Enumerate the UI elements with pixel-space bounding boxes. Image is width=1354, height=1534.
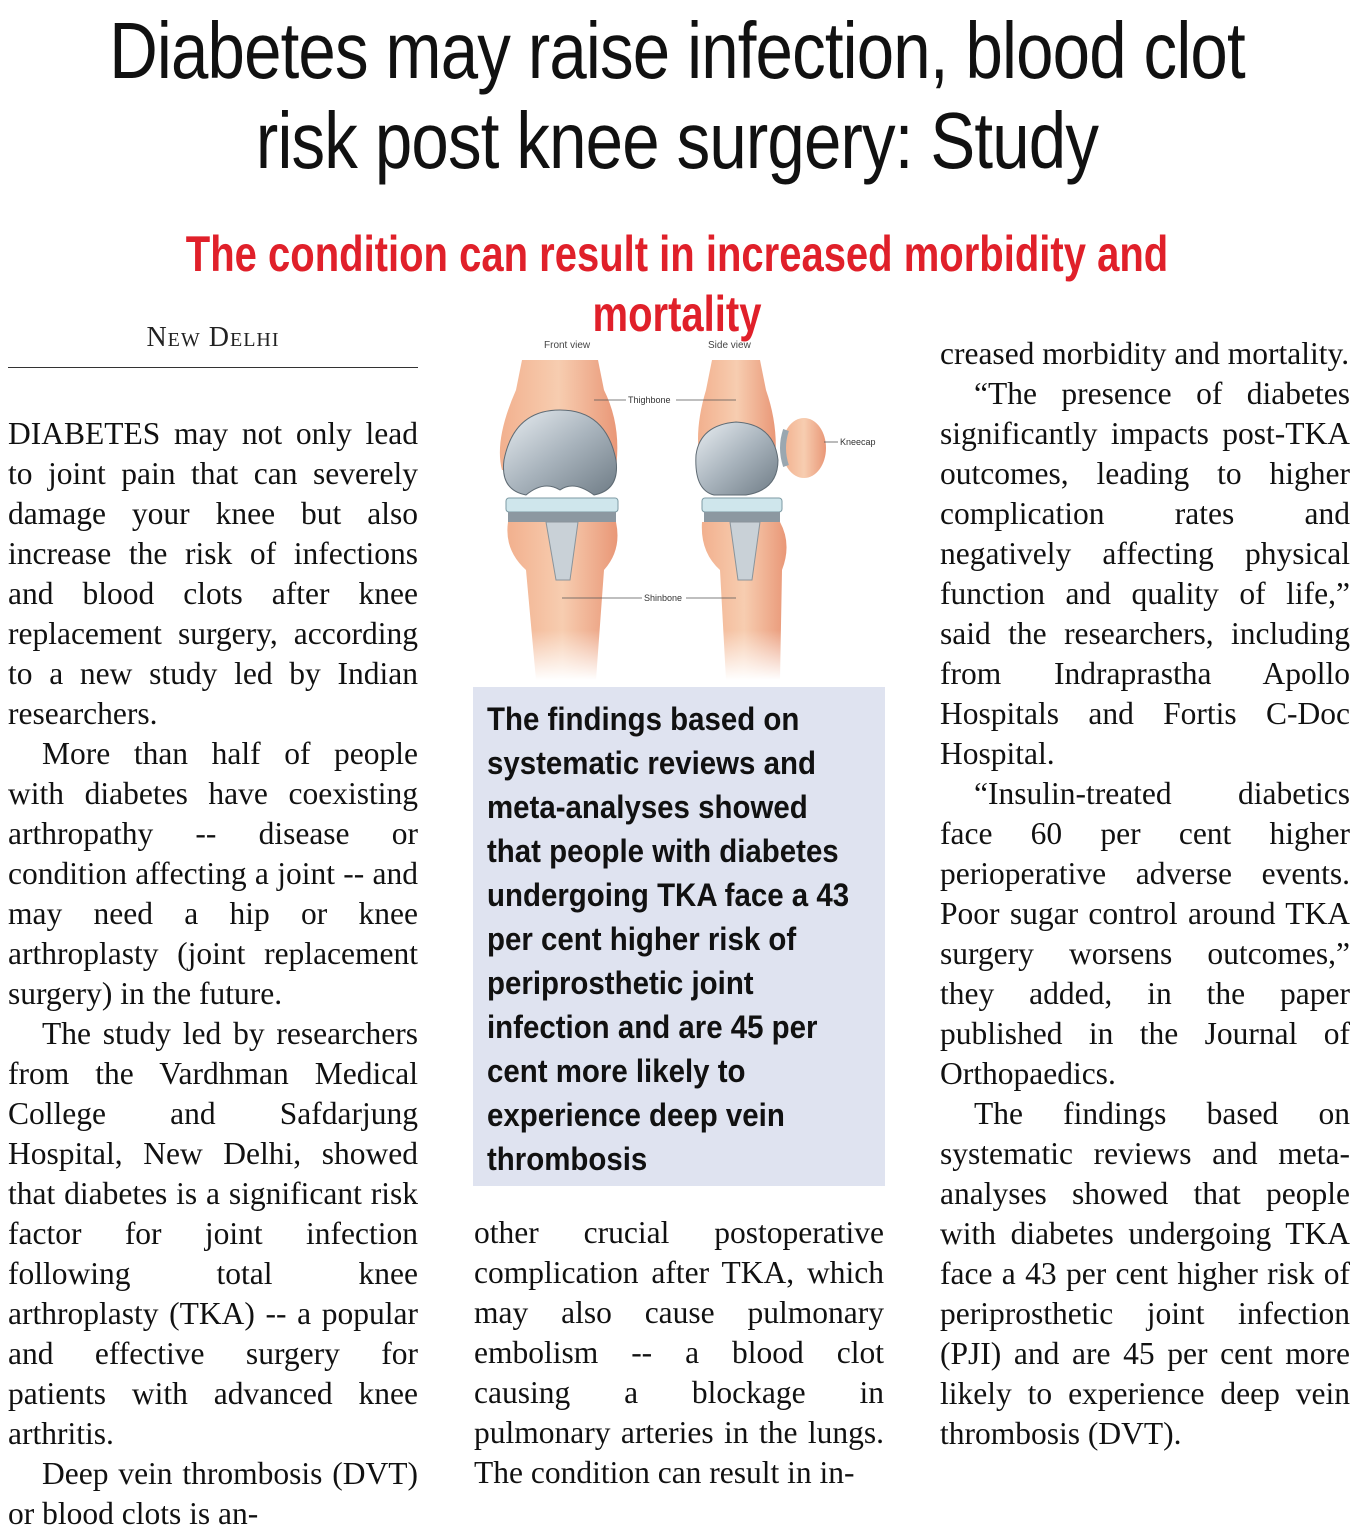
paragraph: The findings based on systematic reviews and meta-analyses showed that people with diabetes undergoing TKA face a 43 per cent higher risk of periprosthetic joint infection (PJI) and are 45 per cent more likely to experience deep vein thrombosis (DVT). [940, 1096, 1350, 1451]
shinbone-label: Shinbone [644, 593, 683, 603]
paragraph: creased morbidity and mortality. [940, 336, 1350, 371]
paragraph: More than half of people with diabetes have coexisting arthropathy -- disease or condition affecting a joint -- and may need a hip or knee arthroplasty (joint replacement surgery) in the future. [8, 736, 418, 1011]
paragraph: Deep vein thrombosis (DVT) or blood clots is an- [8, 1456, 418, 1531]
body-column-1 [8, 414, 418, 1534]
dateline-rule [8, 367, 418, 368]
paragraph: DIABETES may not only lead to joint pain that can severely damage your knee but also increase the risk of infections and blood clots after knee replacement surgery, according to a new study led by Indian researchers. [8, 416, 418, 731]
body-column-3 [940, 334, 1350, 1454]
headline: Diabetes may raise infection, blood clot risk post knee surgery: Study [109, 6, 1245, 185]
front-view-label: Front view [544, 340, 591, 351]
body-column-2 [474, 1213, 884, 1493]
kneecap-label: Kneecap [840, 437, 876, 447]
pull-quote-text: The findings based on systematic reviews and meta-analyses showed that people with diabetes undergoing TKA face a 43 per cent higher risk of periprosthetic joint infection and are 45 per cent more likely to experience deep vein thrombosis [487, 701, 850, 1177]
paragraph: The study led by researchers from the Vardhman Medical College and Safdarjung Hospital, New Delhi, showed that diabetes is a significant risk factor for joint infection following total knee arthroplasty (TKA) -- a popular and effective surgery for patients with advanced knee arthritis. [8, 1016, 418, 1451]
paragraph: other crucial postoperative complication after TKA, which may also cause pulmonary embolism -- a blood clot causing a blockage in pulmonary arteries in the lungs. The condition can result in in- [474, 1215, 884, 1490]
thighbone-label: Thighbone [628, 395, 671, 405]
paragraph: “Insulin-treated diabetics face 60 per cent higher perioperative adverse events. Poor sugar control around TKA surgery worsens outcomes,” they added, in the paper published in the Journal of Orthopaedics. [940, 776, 1350, 1091]
dateline: New Delhi [146, 322, 280, 353]
knee-replacement-illustration [474, 330, 886, 680]
side-view-label: Side view [708, 340, 751, 351]
paragraph: “The presence of diabetes significantly impacts post-TKA outcomes, leading to higher complication rates and negatively affecting physical function and quality of life,” said the researchers, including from Indraprastha Apollo Hospitals and Fortis C-Doc Hospital. [940, 376, 1350, 771]
pull-quote-box [473, 687, 885, 1186]
subheadline: The condition can result in increased morbidity and mortality [185, 226, 1169, 342]
